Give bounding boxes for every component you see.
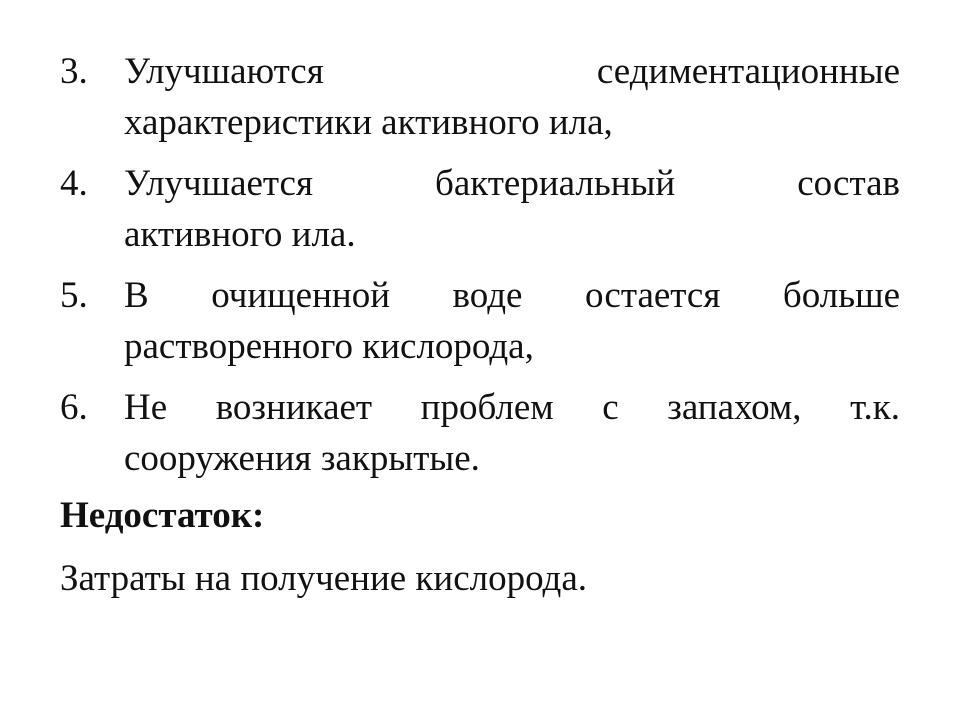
list-item-line-2: активного ила.: [124, 214, 356, 255]
list-item-line-1: Улучшаются седиментационные: [124, 51, 900, 92]
list-item-line-1: Не возникает проблем с запахом, т.к.: [124, 387, 900, 428]
list-item-line-2: сооружения закрытые.: [124, 438, 480, 479]
list-item-number: 3.: [60, 51, 88, 92]
list-item-number: 5.: [60, 275, 88, 316]
list-item: [60, 382, 900, 484]
list-item: [60, 158, 900, 260]
list-item-line-1: В очищенной воде остается больше: [124, 275, 900, 316]
list-item-line-2: растворенного кислорода,: [124, 326, 534, 367]
list-item-number: 6.: [60, 387, 88, 428]
list-item-line-2: характеристики активного ила,: [124, 102, 613, 143]
drawback-text: Затраты на получение кислорода.: [60, 558, 588, 599]
list-item-line-1: Улучшается бактериальный состав: [124, 163, 900, 204]
list-item-number: 4.: [60, 163, 88, 204]
list-item: [60, 270, 900, 372]
drawback-heading: Недостаток:: [60, 495, 265, 536]
list-item: [60, 46, 900, 148]
advantages-list: [60, 46, 900, 494]
